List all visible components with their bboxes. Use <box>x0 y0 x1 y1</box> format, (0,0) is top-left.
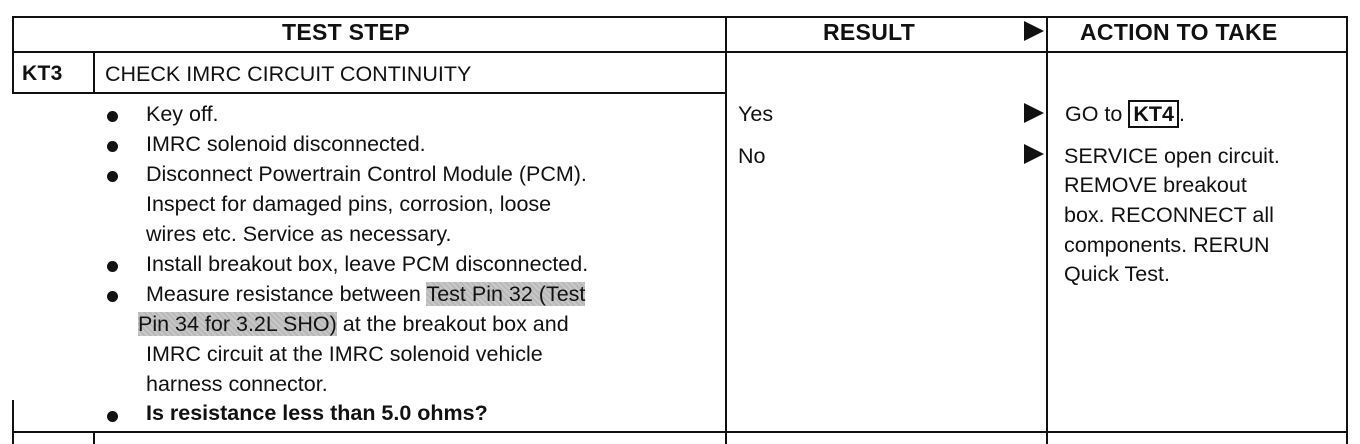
bullet-icon <box>107 171 118 182</box>
step-id-divider <box>93 53 95 93</box>
table-right-border <box>1346 16 1348 444</box>
action-no-line1: SERVICE open circuit. <box>1064 144 1280 168</box>
action-yes: GO to KT4 . <box>1065 102 1185 126</box>
action-no-line3: box. RECONNECT all <box>1064 203 1274 227</box>
instruction-question: Is resistance less than 5.0 ohms? <box>146 401 488 425</box>
instruction-harness: harness connector. <box>146 372 328 396</box>
instruction-measure-cont: Pin 34 for 3.2L SHO) at the breakout box and <box>138 312 569 336</box>
instruction-imrc-circuit: IMRC circuit at the IMRC solenoid vehicle <box>146 342 543 366</box>
instruction-measure: Measure resistance between Test Pin 32 (Test <box>146 282 586 306</box>
bullet-icon <box>107 111 118 122</box>
header-arrow-icon <box>1024 21 1044 41</box>
highlighted-test-pin: Test Pin 32 (Test <box>426 282 586 306</box>
bullet-icon <box>107 141 118 152</box>
action-no-line2: REMOVE breakout <box>1064 173 1247 197</box>
result-no-arrow-icon <box>1024 144 1044 164</box>
header-test-step: TEST STEP <box>282 19 410 45</box>
step-ref-kt4[interactable]: KT4 <box>1128 100 1179 128</box>
header-action-to-take: ACTION TO TAKE <box>1080 19 1278 45</box>
bullet-icon <box>107 411 118 422</box>
header-bottom-border <box>12 51 1348 53</box>
step-title: CHECK IMRC CIRCUIT CONTINUITY <box>105 62 472 86</box>
bullet-icon <box>107 261 118 272</box>
highlighted-test-pin-alt: Pin 34 for 3.2L SHO) <box>138 312 337 336</box>
result-yes-arrow-icon <box>1024 103 1044 123</box>
bottom-left-tick <box>12 400 14 444</box>
result-no: No <box>738 144 766 168</box>
action-no-line5: Quick Test. <box>1064 262 1170 286</box>
action-no-line4: components. RERUN <box>1064 233 1270 257</box>
bottom-id-tick <box>93 431 95 444</box>
instruction-breakout-box: Install breakout box, leave PCM disconnected. <box>146 252 589 276</box>
bullet-icon <box>107 291 118 302</box>
header-result: RESULT <box>823 19 916 45</box>
instruction-inspect: Inspect for damaged pins, corrosion, loose <box>146 192 552 216</box>
step-title-bottom-border <box>12 92 727 94</box>
table-bottom-border <box>12 431 1348 433</box>
instruction-disconnect-pcm: Disconnect Powertrain Control Module (PCM). <box>146 162 587 186</box>
action-column-divider <box>1046 16 1048 444</box>
instruction-solenoid: IMRC solenoid disconnected. <box>146 132 426 156</box>
result-column-divider <box>725 16 727 444</box>
result-yes: Yes <box>738 102 774 126</box>
instruction-key-off: Key off. <box>146 102 219 126</box>
step-id: KT3 <box>22 62 63 85</box>
table-top-border <box>12 16 1348 18</box>
instruction-service: wires etc. Service as necessary. <box>146 222 452 246</box>
table-left-border <box>12 16 14 94</box>
